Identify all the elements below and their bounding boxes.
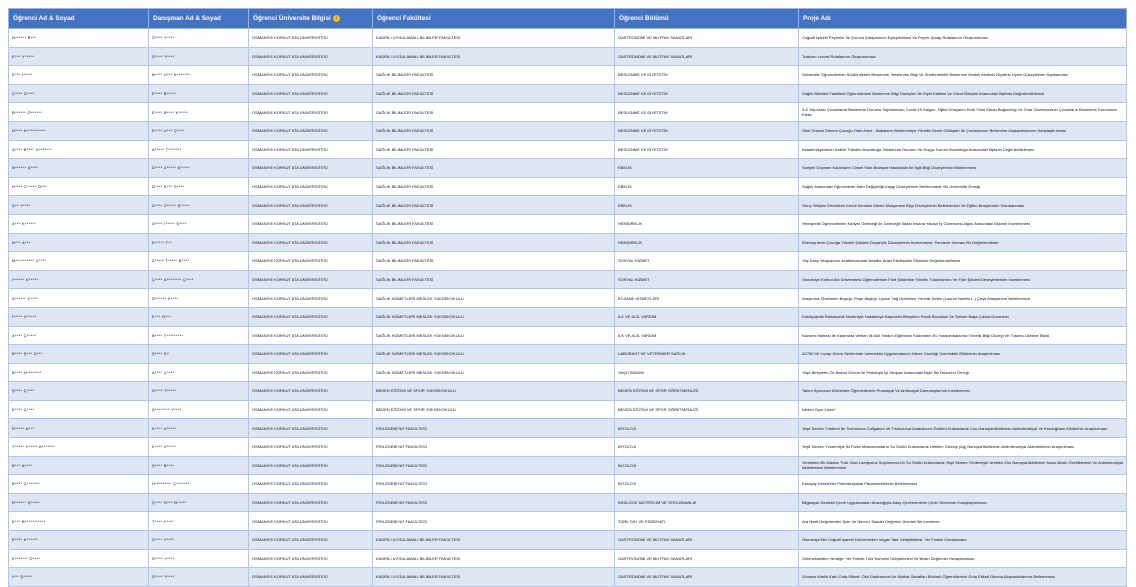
faculty-cell[interactable]: FEN-EDEBİYAT FAKÜLTESİ: [373, 475, 615, 494]
project-title-cell[interactable]: Hemşirelik Öğrencilerinin Kariyer Geleceği İle Geleceğe İlişkin İnsana Yakışır İş Güvencesi Algısı Arasındaki İlişkinin İncelenmesi: [799, 214, 1127, 233]
faculty-cell[interactable]: SAĞLIK BİLİMLERİ FAKÜLTESİ: [373, 233, 615, 252]
department-cell[interactable]: BİYOLOJİ: [615, 475, 799, 494]
advisor-name-cell[interactable]: Ç**** A******** Ç****: [149, 270, 249, 289]
student-name-cell[interactable]: B**** Ç*******: [9, 475, 149, 494]
faculty-cell[interactable]: KADİRLİ UYGULAMALI BİLİMLER FAKÜLTESİ: [373, 568, 615, 587]
project-title-cell[interactable]: Akademisyenlerin Kafein Tüketim Bozukluğu, Beslenme Durumu Ve Duygu Durum Bozukluğu Arasındaki İlişkinin Değerlendirilmesi: [799, 140, 1127, 159]
university-cell[interactable]: OSMANİYE KORKUT ATA ÜNİVERSİTESİ: [249, 196, 373, 215]
student-name-cell[interactable]: B****** Ö******: [9, 103, 149, 122]
advisor-name-cell[interactable]: D**** Z***** Ş*****: [149, 196, 249, 215]
student-name-cell[interactable]: Ç**** D****: [9, 84, 149, 103]
university-cell[interactable]: OSMANİYE KORKUT ATA ÜNİVERSİTESİ: [249, 531, 373, 550]
university-cell[interactable]: OSMANİYE KORKUT ATA ÜNİVERSİTESİ: [249, 159, 373, 178]
department-cell[interactable]: BESLENME VE DİYETETİK: [615, 66, 799, 85]
table-row: [9, 84, 1127, 103]
university-cell[interactable]: OSMANİYE KORKUT ATA ÜNİVERSİTESİ: [249, 233, 373, 252]
faculty-cell[interactable]: FEN-EDEBİYAT FAKÜLTESİ: [373, 438, 615, 457]
table-row: [9, 326, 1127, 345]
project-title-cell[interactable]: Neden Spor Lises?: [799, 400, 1127, 419]
department-cell[interactable]: SOSYAL HİZMET: [615, 270, 799, 289]
table-row: [9, 140, 1127, 159]
table-row: [9, 345, 1127, 364]
advisor-name-cell[interactable]: B**** U*** K*******: [149, 66, 249, 85]
table-row: [9, 252, 1127, 271]
table-row: [9, 29, 1127, 48]
table-row: [9, 456, 1127, 475]
faculty-cell[interactable]: KADİRLİ UYGULAMALI BİLİMLER FAKÜLTESİ: [373, 29, 615, 48]
university-cell[interactable]: OSMANİYE KORKUT ATA ÜNİVERSİTESİ: [249, 326, 373, 345]
advisor-name-cell[interactable]: E***** T**: [149, 233, 249, 252]
table-row: [9, 493, 1127, 512]
faculty-cell[interactable]: KADİRLİ UYGULAMALI BİLİMLER FAKÜLTESİ: [373, 47, 615, 66]
project-title-cell[interactable]: Okul Öncesi Dönem Çocuğu Olan Anne - Babaların Beslenmeye Yönelik Genel Görüşleri İle Çocuklarının Beslenme Alışkanlıklarının Karşılaştırılması: [799, 121, 1127, 140]
department-cell[interactable]: ECZANE HİZMETLERİ: [615, 289, 799, 308]
table-row: [9, 419, 1127, 438]
department-cell[interactable]: BİYOLOJİ: [615, 438, 799, 457]
university-cell[interactable]: OSMANİYE KORKUT ATA ÜNİVERSİTESİ: [249, 289, 373, 308]
project-title-cell[interactable]: Coğrafi İşaretli Peynirler İle Şırınca Şaraplarının Eşleştirilmesi Ve Peynir-Şarap Rotalarının Oluşturulması: [799, 29, 1127, 48]
table-row: [9, 214, 1127, 233]
university-cell[interactable]: OSMANİYE KORKUT ATA ÜNİVERSİTESİ: [249, 252, 373, 271]
university-cell[interactable]: OSMANİYE KORKUT ATA ÜNİVERSİTESİ: [249, 419, 373, 438]
project-title-cell[interactable]: Yeşil Sentez Yöntemiyle İki Farklı Makromantarın Su Özütü Kullanılarak Üretilen Gümüş (Ag) Nanopartiküllerinin Antimikrobiyal Aktivitelerinin Araştırılması: [799, 438, 1127, 457]
project-title-cell[interactable]: Araştırma Önerisinin Başlığı: Proje Başlığı: Uçucu Yağ Üretimine Yönelik Defne (Laurus Nobilis L.) Çeşit Adaylarının Belirlenmesi: [799, 289, 1127, 308]
advisor-name-cell[interactable]: Ö**** Y****: [149, 549, 249, 568]
student-name-cell[interactable]: B*** A****: [9, 456, 149, 475]
faculty-cell[interactable]: SAĞLIK BİLİMLERİ FAKÜLTESİ: [373, 103, 615, 122]
department-cell[interactable]: BESLENME VE DİYETETİK: [615, 103, 799, 122]
project-title-cell[interactable]: Sağlık Alanındaki Öğrencilerin İklim Değişikliği Kaygı Düzeylerinin Belirlenmesi: Bir Üniversite Örneği: [799, 177, 1127, 196]
table-row: [9, 363, 1127, 382]
advisor-name-cell[interactable]: H********* Ç*******: [149, 475, 249, 494]
table-row: [9, 531, 1127, 550]
student-name-cell[interactable]: E*** B***********: [9, 512, 149, 531]
header-university[interactable]: [249, 9, 373, 29]
student-name-cell[interactable]: E**** K******: [9, 531, 149, 550]
project-title-cell[interactable]: Suriyeli Göçmen Kadınların Cinsel Yolla Bulaşan Hastalıklar İle İlgili Bilgi Düzeylerinin Belirlenmesi: [799, 159, 1127, 178]
advisor-name-cell[interactable]: Ö**** Y****: [149, 568, 249, 587]
advisor-name-cell[interactable]: E**** B**** K*****: [149, 103, 249, 122]
university-cell[interactable]: OSMANİYE KORKUT ATA ÜNİVERSİTESİ: [249, 382, 373, 401]
department-cell[interactable]: GASTRONOMİ VE MUTFAK SANATLARI: [615, 29, 799, 48]
university-cell[interactable]: OSMANİYE KORKUT ATA ÜNİVERSİTESİ: [249, 140, 373, 159]
student-name-cell[interactable]: H**** K**********: [9, 121, 149, 140]
table-row: [9, 568, 1127, 587]
table-row: [9, 233, 1127, 252]
department-cell[interactable]: SOSYAL HİZMET: [615, 252, 799, 271]
faculty-cell[interactable]: SAĞLIK HİZMETLERİ MESLEK YÜKSEKOKULU: [373, 363, 615, 382]
student-name-cell[interactable]: R***** A***: [9, 419, 149, 438]
advisor-name-cell[interactable]: S**** Y****: [149, 531, 249, 550]
advisor-name-cell[interactable]: D**** Z***** Ş*****: [149, 159, 249, 178]
student-name-cell[interactable]: Ş** Y****: [9, 196, 149, 215]
project-title-cell[interactable]: Kardiyojenik Rahatsızlık Nedeniyle Hastaneye Başvuran Bireylerin Panik Bozukluk Ve Stresle Başa Çıkma Durumları: [799, 307, 1127, 326]
faculty-cell[interactable]: SAĞLIK BİLİMLERİ FAKÜLTESİ: [373, 214, 615, 233]
department-cell[interactable]: HEMŞİRELİK: [615, 233, 799, 252]
department-cell[interactable]: EBELİK: [615, 177, 799, 196]
header-row: [9, 9, 1127, 29]
faculty-cell[interactable]: KADİRLİ UYGULAMALI BİLİMLER FAKÜLTESİ: [373, 531, 615, 550]
student-name-cell[interactable]: B**** H********: [9, 363, 149, 382]
student-name-cell[interactable]: Ş**** Ç****: [9, 382, 149, 401]
table-body: [9, 29, 1127, 587]
sort-descending-icon[interactable]: ↓: [333, 15, 340, 22]
project-title-cell[interactable]: 3-5 Yaş Arası Çocuklarda Beslenme Durumu Saptanması; Covid-19 Salgını, Dijital Dünyanın Kötü Yüzü Ekran Bağımlılığı Ve Gıda Güvencesinin Çocukların Beslenme Durumuna Etkisi: [799, 103, 1127, 122]
faculty-cell[interactable]: SAĞLIK BİLİMLERİ FAKÜLTESİ: [373, 84, 615, 103]
university-cell[interactable]: OSMANİYE KORKUT ATA ÜNİVERSİTESİ: [249, 103, 373, 122]
department-cell[interactable]: GASTRONOMİ VE MUTFAK SANATLARI: [615, 568, 799, 587]
student-name-cell[interactable]: N****** B***: [9, 29, 149, 48]
table-row: [9, 121, 1127, 140]
student-name-cell[interactable]: A**** Ç*****: [9, 326, 149, 345]
university-cell[interactable]: OSMANİYE KORKUT ATA ÜNİVERSİTESİ: [249, 363, 373, 382]
project-title-cell[interactable]: Bilgisayar Destekli Çeviri Uygulamaları Aracılığıyla Aday Çevirmenlerin Çeviri Sürecinin Kolaylaştırılması: [799, 493, 1127, 512]
table-row: [9, 103, 1127, 122]
table-row: [9, 47, 1127, 66]
advisor-name-cell[interactable]: Ş******** Y****: [149, 400, 249, 419]
table-row: [9, 159, 1127, 178]
advisor-name-cell[interactable]: K**** V*****: [149, 419, 249, 438]
student-name-cell[interactable]: E*** İ*****: [9, 66, 149, 85]
faculty-cell[interactable]: SAĞLIK BİLİMLERİ FAKÜLTESİ: [373, 196, 615, 215]
student-name-cell[interactable]: K******* Ö****: [9, 549, 149, 568]
advisor-name-cell[interactable]: E*** Ö***: [149, 307, 249, 326]
advisor-name-cell[interactable]: B**** T*********: [149, 326, 249, 345]
advisor-name-cell[interactable]: Ş**** B****: [149, 456, 249, 475]
table-row: [9, 270, 1127, 289]
faculty-cell[interactable]: SAĞLIK HİZMETLERİ MESLEK YÜKSEKOKULU: [373, 345, 615, 364]
faculty-cell[interactable]: BEDEN EĞİTİMİ VE SPOR YÜKSEKOKULU: [373, 400, 615, 419]
student-name-cell[interactable]: A**** B**** G*******: [9, 140, 149, 159]
department-cell[interactable]: BESLENME VE DİYETETİK: [615, 140, 799, 159]
university-cell[interactable]: OSMANİYE KORKUT ATA ÜNİVERSİTESİ: [249, 568, 373, 587]
table-row: [9, 177, 1127, 196]
project-title-cell[interactable]: Gıdanın Kimlik Kartı Gıda Etiketi: Okü Gastronomi Ve Mutfak Sanatları Bölümü Öğrencilerinin Gıda Etiketi Okuma Alışkanlıklarının Belirlenmesi: [799, 568, 1127, 587]
advisor-name-cell[interactable]: Ö**** Y****: [149, 29, 249, 48]
department-cell[interactable]: LABORANT VE VETERİNER SAĞLIK: [615, 345, 799, 364]
advisor-name-cell[interactable]: Ş**** Ö*: [149, 345, 249, 364]
faculty-cell[interactable]: SAĞLIK BİLİMLERİ FAKÜLTESİ: [373, 270, 615, 289]
department-cell[interactable]: BEDEN EĞİTİMİ VE SPOR ÖĞRETMENLİĞİ: [615, 400, 799, 419]
student-name-cell[interactable]: M********** Ç****: [9, 252, 149, 271]
faculty-cell[interactable]: KADİRLİ UYGULAMALI BİLİMLER FAKÜLTESİ: [373, 549, 615, 568]
department-cell[interactable]: EBELİK: [615, 196, 799, 215]
project-title-cell[interactable]: Osmaniye'Nin Coğrafi İşaretli Ürünlerinden Vegan Tatlı Geliştirilmesi: Yer Fıstıklı Cheesecake: [799, 531, 1127, 550]
advisor-name-cell[interactable]: K**** V*****: [149, 438, 249, 457]
university-cell[interactable]: OSMANİYE KORKUT ATA ÜNİVERSİTESİ: [249, 512, 373, 531]
university-cell[interactable]: OSMANİYE KORKUT ATA ÜNİVERSİTESİ: [249, 549, 373, 568]
project-title-cell[interactable]: A2780 Ve Lncap Hücre Serilerinde İvermektin Uygulamasının Hücre Canlılığı Üzerindeki Etkilerinin Araştırılması: [799, 345, 1127, 364]
faculty-cell[interactable]: SAĞLIK BİLİMLERİ FAKÜLTESİ: [373, 66, 615, 85]
faculty-cell[interactable]: SAĞLIK HİZMETLERİ MESLEK YÜKSEKOKULU: [373, 289, 615, 308]
student-name-cell[interactable]: B**** Ş*** D***: [9, 345, 149, 364]
project-table: [8, 8, 1127, 587]
department-cell[interactable]: BİYOLOJİ: [615, 419, 799, 438]
advisor-name-cell[interactable]: A**** Ç****: [149, 363, 249, 382]
advisor-name-cell[interactable]: D**** K*** S****: [149, 177, 249, 196]
advisor-name-cell[interactable]: E**** U*** Ç****: [149, 121, 249, 140]
advisor-name-cell[interactable]: Ö****** K****: [149, 289, 249, 308]
advisor-name-cell[interactable]: Ş**** Ö*** B*****: [149, 493, 249, 512]
advisor-name-cell[interactable]: Ö**** T*****: [149, 382, 249, 401]
faculty-cell[interactable]: SAĞLIK BİLİMLERİ FAKÜLTESİ: [373, 121, 615, 140]
advisor-name-cell[interactable]: E**** B*****: [149, 84, 249, 103]
project-table-sheet: [8, 8, 1126, 587]
project-title-cell[interactable]: Üniversite Öğrencilerinin Sürdürülebilir Beslenme, Beslenme Bilgi Ve Sürdürülebilir Beslenme Modeli Akdeniz Diyetine Uyum Düzeylerinin Saptanması: [799, 66, 1127, 85]
university-cell[interactable]: OSMANİYE KORKUT ATA ÜNİVERSİTESİ: [249, 270, 373, 289]
faculty-cell[interactable]: SAĞLIK BİLİMLERİ FAKÜLTESİ: [373, 140, 615, 159]
faculty-cell[interactable]: FEN-EDEBİYAT FAKÜLTESİ: [373, 512, 615, 531]
table-row: [9, 66, 1127, 85]
department-cell[interactable]: İNGİLİZCE MÜTERCİM VE TERCÜMANLIK: [615, 493, 799, 512]
student-name-cell[interactable]: İ***** K*****: [9, 307, 149, 326]
student-name-cell[interactable]: E*** Y*****: [9, 47, 149, 66]
advisor-name-cell[interactable]: A***** T*******: [149, 140, 249, 159]
department-cell[interactable]: EBELİK: [615, 159, 799, 178]
faculty-cell[interactable]: FEN-EDEBİYAT FAKÜLTESİ: [373, 456, 615, 475]
header-project-title[interactable]: Proje Adı: [799, 9, 1127, 29]
faculty-cell[interactable]: FEN-EDEBİYAT FAKÜLTESİ: [373, 419, 615, 438]
university-cell[interactable]: OSMANİYE KORKUT ATA ÜNİVERSİTESİ: [249, 475, 373, 494]
department-cell[interactable]: BEDEN EĞİTİMİ VE SPOR ÖĞRETMENLİĞİ: [615, 382, 799, 401]
project-title-cell[interactable]: Ara Nesil Değerlerden Şule Ve Necm-İ Saadet Değerleri Üzerine Bir İnceleme: [799, 512, 1127, 531]
project-title-cell[interactable]: Ebeveynlerin Çocuğa Yönelik Şiddete Duyarlılık Düzeylerinin İncelenmesi: Pandemi Sonrası Bir Değerlendirme: [799, 233, 1127, 252]
university-cell[interactable]: OSMANİYE KORKUT ATA ÜNİVERSİTESİ: [249, 400, 373, 419]
project-title-cell[interactable]: Karaçay Deresi'Nin Fizikokimyasal Parametrelerinin Belirlenmesi: [799, 475, 1127, 494]
university-cell[interactable]: OSMANİYE KORKUT ATA ÜNİVERSİTESİ: [249, 47, 373, 66]
student-name-cell[interactable]: R****** Ş*****: [9, 493, 149, 512]
header-advisor-name[interactable]: Danışman Ad & Soyad: [149, 9, 249, 29]
university-cell[interactable]: OSMANİYE KORKUT ATA ÜNİVERSİTESİ: [249, 66, 373, 85]
project-title-cell[interactable]: Trabzon Lezzet Rotalarının Oluşturulması: [799, 47, 1127, 66]
faculty-cell[interactable]: SAĞLIK BİLİMLERİ FAKÜLTESİ: [373, 159, 615, 178]
advisor-name-cell[interactable]: Z***** T***** B****: [149, 252, 249, 271]
faculty-cell[interactable]: BEDEN EĞİTİMİ VE SPOR YÜKSEKOKULU: [373, 382, 615, 401]
header-university-label: Öğrenci Üniversite Bilgisi: [253, 15, 331, 23]
table-row: [9, 475, 1127, 494]
department-cell[interactable]: GASTRONOMİ VE MUTFAK SANATLARI: [615, 47, 799, 66]
university-cell[interactable]: OSMANİYE KORKUT ATA ÜNİVERSİTESİ: [249, 214, 373, 233]
student-name-cell[interactable]: N*** A***: [9, 233, 149, 252]
faculty-cell[interactable]: FEN-EDEBİYAT FAKÜLTESİ: [373, 493, 615, 512]
department-cell[interactable]: BESLENME VE DİYETETİK: [615, 121, 799, 140]
advisor-name-cell[interactable]: T**** Y****: [149, 512, 249, 531]
university-cell[interactable]: OSMANİYE KORKUT ATA ÜNİVERSİTESİ: [249, 493, 373, 512]
header-faculty[interactable]: Öğrenci Fakültesi: [373, 9, 615, 29]
project-title-cell[interactable]: Takım Sporcusu Üniversite Öğrencilerinin Prososyal Ve Antisosyal Davranışlarının İncelenmesi: [799, 382, 1127, 401]
student-name-cell[interactable]: A****** Ç****: [9, 289, 149, 308]
faculty-cell[interactable]: SAĞLIK HİZMETLERİ MESLEK YÜKSEKOKULU: [373, 326, 615, 345]
department-cell[interactable]: BİYOLOJİ: [615, 456, 799, 475]
project-title-cell[interactable]: Gelenekselden Yeniliğe: Yer Fıstıklı Türk Kahvesi Geliştirilmesi Ve Besin Değerinin Hesaplanması: [799, 549, 1127, 568]
department-cell[interactable]: TÜRK DİLİ VE EDEBİYATI: [615, 512, 799, 531]
department-cell[interactable]: HEMŞİRELİK: [615, 214, 799, 233]
university-cell[interactable]: OSMANİYE KORKUT ATA ÜNİVERSİTESİ: [249, 438, 373, 457]
project-title-cell[interactable]: Genç Yetişkin Erkeklerin Kendi Kendine Meme Muayenesi Bilgi Düzeylerinin Belirlenmesi Ve Eğitim Broşürünün Hazırlanması: [799, 196, 1127, 215]
header-department[interactable]: Öğrenci Bölümü: [615, 9, 799, 29]
student-name-cell[interactable]: E**** Ç****: [9, 400, 149, 419]
department-cell[interactable]: GASTRONOMİ VE MUTFAK SANATLARI: [615, 531, 799, 550]
project-title-cell[interactable]: Osmaniye Korkut Ata Üniversitesi Öğrencilerinin Flört Şiddetine Yönelik Tutumlarının Ve Flört Şiddeti Deneyimlerinin İncelenmesi: [799, 270, 1127, 289]
university-cell[interactable]: OSMANİYE KORKUT ATA ÜNİVERSİTESİ: [249, 307, 373, 326]
project-title-cell[interactable]: Yaş Kalıp Yargılarının Azaltılmasında Nesiller Arası Etkileşimin Etkisinin Değerlendirilmesi: [799, 252, 1127, 271]
student-name-cell[interactable]: İ****** K*****: [9, 270, 149, 289]
header-student-name[interactable]: Öğrenci Ad & Soyad: [9, 9, 149, 29]
department-cell[interactable]: YAŞLI BAKIMI: [615, 363, 799, 382]
project-title-cell[interactable]: Sağlık Bilimleri Fakültesi Öğrencilerinin Beslenme Bilgi Düzeyleri İle Diyet Kalitesi Ve Vücut Bileşimi Arasındaki İlişkinin Değerlendirilmesi: [799, 84, 1127, 103]
table-row: [9, 400, 1127, 419]
table-row: [9, 196, 1127, 215]
table-row: [9, 382, 1127, 401]
university-cell[interactable]: OSMANİYE KORKUT ATA ÜNİVERSİTESİ: [249, 121, 373, 140]
university-cell[interactable]: OSMANİYE KORKUT ATA ÜNİVERSİTESİ: [249, 345, 373, 364]
student-name-cell[interactable]: D**** C***** Ö***: [9, 177, 149, 196]
table-row: [9, 549, 1127, 568]
project-title-cell[interactable]: Yaşlı Bireylerin Öz Bakım Gücün İle Psikolojik İyi Oluşları Arasındaki İlişki: Bir Huzurevi Örneği: [799, 363, 1127, 382]
university-cell[interactable]: OSMANİYE KORKUT ATA ÜNİVERSİTESİ: [249, 84, 373, 103]
department-cell[interactable]: BESLENME VE DİYETETİK: [615, 84, 799, 103]
faculty-cell[interactable]: SAĞLIK BİLİMLERİ FAKÜLTESİ: [373, 252, 615, 271]
student-name-cell[interactable]: A*** K******: [9, 214, 149, 233]
student-name-cell[interactable]: Y***** Y***** A*******: [9, 438, 149, 457]
student-name-cell[interactable]: İ*** Ş*****: [9, 568, 149, 587]
faculty-cell[interactable]: SAĞLIK HİZMETLERİ MESLEK YÜKSEKOKULU: [373, 307, 615, 326]
student-name-cell[interactable]: N****** Ş****: [9, 159, 149, 178]
department-cell[interactable]: GASTRONOMİ VE MUTFAK SANATLARI: [615, 549, 799, 568]
table-row: [9, 438, 1127, 457]
advisor-name-cell[interactable]: Ö**** Y****: [149, 47, 249, 66]
project-title-cell[interactable]: Yeşil Sentez Yöntemi İle Tricholoma Caligatum Ve Tricholoma Anatolicum Özütleri Kullanılarak Cuo Nanopartiküllerinin Antimikrobiyal Ve Ksenojjıtare Etkilerinin Araştırılması: [799, 419, 1127, 438]
university-cell[interactable]: OSMANİYE KORKUT ATA ÜNİVERSİTESİ: [249, 177, 373, 196]
project-title-cell[interactable]: Kavram Haritası İle Kadınlara Verilen İlk Acil Yardım Eğitiminin Kadınların Ev Yaralanmalarına Yönelik Bilgi Düzeyi Ve Tutumu Üzerine Etkisi: [799, 326, 1127, 345]
faculty-cell[interactable]: SAĞLIK BİLİMLERİ FAKÜLTESİ: [373, 177, 615, 196]
university-cell[interactable]: OSMANİYE KORKUT ATA ÜNİVERSİTESİ: [249, 29, 373, 48]
table-row: [9, 512, 1127, 531]
advisor-name-cell[interactable]: Ö**** İ***** Ş****: [149, 214, 249, 233]
department-cell[interactable]: İLK VE ACİL YARDIM: [615, 326, 799, 345]
table-row: [9, 289, 1127, 308]
university-cell[interactable]: OSMANİYE KORKUT ATA ÜNİVERSİTESİ: [249, 456, 373, 475]
project-title-cell[interactable]: Yenebilen Bir Mantar Türü Olan Laetiporus Sulphureus'Un Su Özütü Kullanılarak Yeşil Sentez Yöntemiyle Üretilen Zno Nanopartiküllerinin Nano-Besin Özelliklerinin Ve Antimikrobiyal Aktivitesinin Belirlenmesi: [799, 456, 1127, 475]
department-cell[interactable]: İLK VE ACİL YARDIM: [615, 307, 799, 326]
table-row: [9, 307, 1127, 326]
